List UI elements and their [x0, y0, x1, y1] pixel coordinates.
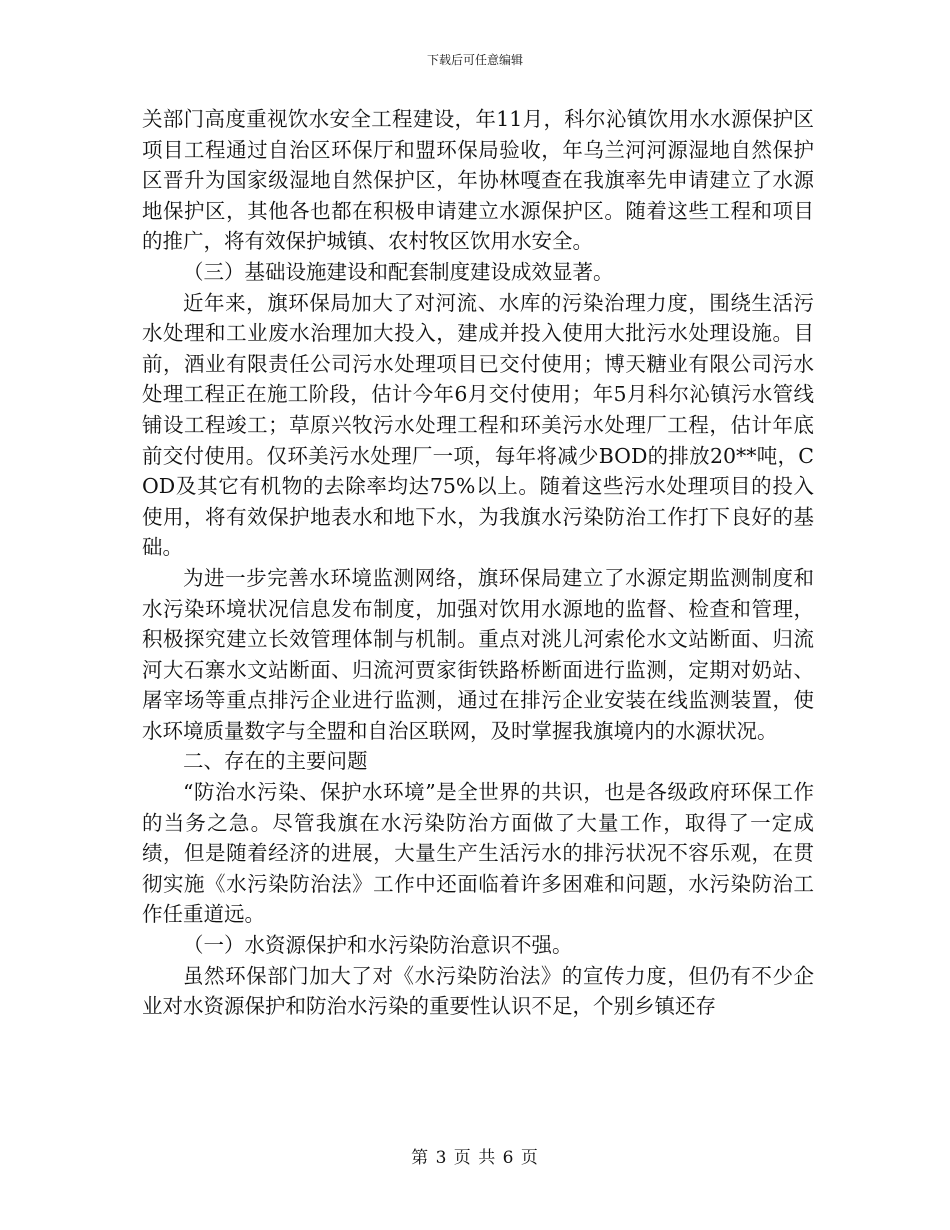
- paragraph: 为进一步完善水环境监测网络，旗环保局建立了水源定期监测制度和水污染环境状况信息发布制度，加强对饮用水源地的监督、检查和管理，积极探究建立长效管理体制与机制。重点对洮儿河索伦水文站断面、归流河大石寨水文站断面、归流河贾家街铁路桥断面进行监测，定期对奶站、屠宰场等重点排污企业进行监测，通过在排污企业安装在线监测装置，使水环境质量数字与全盟和自治区联网，及时掌握我旗境内的水源状况。: [142, 565, 814, 743]
- page-header: 下载后可任意编辑: [426, 53, 523, 67]
- paragraph: 虽然环保部门加大了对《水污染防治法》的宣传力度，但仍有不少企业对水资源保护和防治水污染的重要性认识不足，个别乡镇还存: [142, 963, 814, 1019]
- paragraph: 关部门高度重视饮水安全工程建设，年11月，科尔沁镇饮用水水源保护区项目工程通过自治区环保厅和盟环保局验收，年乌兰河河源湿地自然保护区晋升为国家级湿地自然保护区，年协林嘎查在我旗率先申请建立了水源地保护区，其他各也都在积极申请建立水源保护区。随着这些工程和项目的推广，将有效保护城镇、农村牧区饮用水安全。: [142, 107, 814, 254]
- section-heading: 二、存在的主要问题: [183, 749, 368, 774]
- section-heading: （一）水资源保护和水污染防治意识不强。: [183, 933, 573, 958]
- document-body: [142, 104, 814, 1022]
- paragraph: 近年来，旗环保局加大了对河流、水库的污染治理力度，围绕生活污水处理和工业废水治理加大投入，建成并投入使用大批污水处理设施。目前，酒业有限责任公司污水处理项目已交付使用；博天糖业有限公司污水处理工程正在施工阶段，估计今年6月交付使用；年5月科尔沁镇污水管线铺设工程竣工；草原兴牧污水处理工程和环美污水处理厂工程，估计年底前交付使用。仅环美污水处理厂一项，每年将减少BOD的排放20**吨，COD及其它有机物的去除率均达75%以上。随着这些污水处理项目的投入使用，将有效保护地表水和地下水，为我旗水污染防治工作打下良好的基础。: [142, 290, 814, 560]
- section-heading: （三）基础设施建设和配套制度建设成效显著。: [183, 259, 614, 284]
- paragraph: “防治水污染、保护水环境”是全世界的共识，也是各级政府环保工作的当务之急。尽管我旗在水污染防治方面做了大量工作，取得了一定成绩，但是随着经济的进展，大量生产生活污水的排污状况不容乐观，在贯彻实施《水污染防治法》工作中还面临着许多困难和问题，水污染防治工作任重道远。: [142, 780, 814, 927]
- page-number-footer: 第 3 页 共 6 页: [411, 1148, 539, 1168]
